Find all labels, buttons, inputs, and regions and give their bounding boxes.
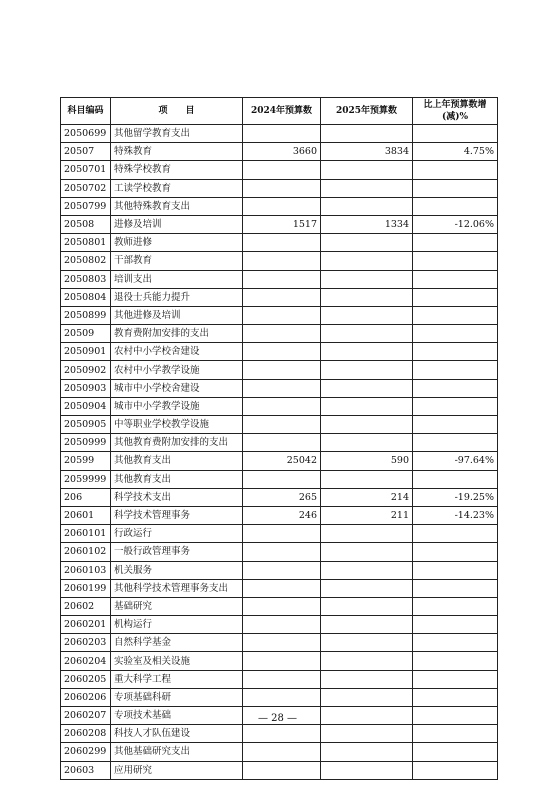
code-cell: 2060201 (61, 616, 111, 634)
change-percent-cell (413, 234, 498, 252)
code-cell: 2060206 (61, 688, 111, 706)
budget-2024-cell (243, 125, 321, 143)
item-name-cell: 自然科学基金 (111, 634, 243, 652)
budget-2025-cell (321, 234, 413, 252)
code-cell: 2059999 (61, 470, 111, 488)
code-cell: 20602 (61, 597, 111, 615)
table-row (61, 179, 498, 197)
budget-2025-cell (321, 761, 413, 779)
budget-2025-cell (321, 743, 413, 761)
item-name-cell: 其他基础研究支出 (111, 743, 243, 761)
item-name-cell: 其他留学教育支出 (111, 125, 243, 143)
header-2024-budget: 2024年预算数 (243, 98, 321, 125)
budget-2025-cell (321, 652, 413, 670)
code-cell: 2060102 (61, 543, 111, 561)
budget-2025-cell (321, 634, 413, 652)
code-cell: 2050904 (61, 397, 111, 415)
item-name-cell: 一般行政管理事务 (111, 543, 243, 561)
change-percent-cell (413, 579, 498, 597)
header-item: 项 目 (111, 98, 243, 125)
item-name-cell: 农村中小学教学设施 (111, 361, 243, 379)
item-name-cell: 专项技术基础 (111, 707, 243, 725)
budget-2025-cell (321, 561, 413, 579)
budget-2025-cell (321, 325, 413, 343)
table-row (61, 343, 498, 361)
item-name-cell: 教师进修 (111, 234, 243, 252)
item-name-cell: 科学技术管理事务 (111, 506, 243, 524)
budget-2024-cell (243, 325, 321, 343)
page-number: — 28 — (257, 713, 298, 724)
item-name-cell: 培训支出 (111, 270, 243, 288)
change-percent-cell: -19.25% (413, 488, 498, 506)
code-cell: 2050905 (61, 416, 111, 434)
item-name-cell: 工读学校教育 (111, 179, 243, 197)
budget-2024-cell (243, 379, 321, 397)
item-name-cell: 城市中小学校舍建设 (111, 379, 243, 397)
table-row (61, 434, 498, 452)
change-percent-cell (413, 525, 498, 543)
table-row (61, 288, 498, 306)
code-cell: 2050699 (61, 125, 111, 143)
change-percent-cell (413, 379, 498, 397)
change-percent-cell (413, 761, 498, 779)
change-percent-cell (413, 652, 498, 670)
item-name-cell: 应用研究 (111, 761, 243, 779)
change-percent-cell (413, 252, 498, 270)
change-percent-cell (413, 634, 498, 652)
code-cell: 2050701 (61, 161, 111, 179)
header-change-percent: 比上年预算数增(减)% (413, 98, 498, 125)
budget-2025-cell (321, 288, 413, 306)
budget-2024-cell (243, 597, 321, 615)
code-cell: 2060101 (61, 525, 111, 543)
change-percent-cell: -97.64% (413, 452, 498, 470)
table-row (61, 361, 498, 379)
budget-2024-cell (243, 306, 321, 324)
change-percent-cell (413, 306, 498, 324)
item-name-cell: 中等职业学校教学设施 (111, 416, 243, 434)
item-name-cell: 机构运行 (111, 616, 243, 634)
budget-2025-cell (321, 688, 413, 706)
item-name-cell: 退役士兵能力提升 (111, 288, 243, 306)
code-cell: 2060199 (61, 579, 111, 597)
table-header (61, 98, 498, 125)
budget-2025-cell (321, 579, 413, 597)
table-row (61, 725, 498, 743)
change-percent-cell (413, 161, 498, 179)
budget-2025-cell (321, 597, 413, 615)
table-row (61, 252, 498, 270)
budget-2024-cell (243, 179, 321, 197)
table-row (61, 652, 498, 670)
budget-2025-cell: 3834 (321, 143, 413, 161)
change-percent-cell (413, 416, 498, 434)
item-name-cell: 机关服务 (111, 561, 243, 579)
budget-2024-cell (243, 525, 321, 543)
table-row (61, 397, 498, 415)
change-percent-cell (413, 434, 498, 452)
table-row (61, 561, 498, 579)
budget-2024-cell (243, 616, 321, 634)
budget-2025-cell (321, 252, 413, 270)
budget-2025-cell (321, 161, 413, 179)
budget-2024-cell (243, 688, 321, 706)
budget-2025-cell (321, 343, 413, 361)
budget-2024-cell (243, 416, 321, 434)
change-percent-cell (413, 743, 498, 761)
table-body (61, 125, 498, 780)
budget-2024-cell (243, 543, 321, 561)
budget-2025-cell: 214 (321, 488, 413, 506)
budget-2025-cell (321, 125, 413, 143)
table-row (61, 761, 498, 779)
change-percent-cell (413, 179, 498, 197)
item-name-cell: 进修及培训 (111, 215, 243, 233)
code-cell: 2050804 (61, 288, 111, 306)
budget-2024-cell (243, 761, 321, 779)
change-percent-cell: -12.06% (413, 215, 498, 233)
code-cell: 2050803 (61, 270, 111, 288)
code-cell: 2060207 (61, 707, 111, 725)
change-percent-cell (413, 397, 498, 415)
budget-2025-cell (321, 525, 413, 543)
budget-2024-cell (243, 197, 321, 215)
header-code: 科目编码 (61, 98, 111, 125)
table-row (61, 143, 498, 161)
budget-2024-cell: 3660 (243, 143, 321, 161)
budget-2025-cell (321, 670, 413, 688)
table-row (61, 452, 498, 470)
header-2025-budget: 2025年预算数 (321, 98, 413, 125)
table-row (61, 743, 498, 761)
change-percent-cell (413, 361, 498, 379)
budget-2024-cell (243, 743, 321, 761)
change-percent-cell (413, 616, 498, 634)
code-cell: 2060203 (61, 634, 111, 652)
change-percent-cell: 4.75% (413, 143, 498, 161)
code-cell: 20603 (61, 761, 111, 779)
item-name-cell: 特殊教育 (111, 143, 243, 161)
budget-2024-cell (243, 579, 321, 597)
code-cell: 2050903 (61, 379, 111, 397)
item-name-cell: 教育费附加安排的支出 (111, 325, 243, 343)
table-row (61, 270, 498, 288)
budget-2025-cell (321, 379, 413, 397)
change-percent-cell (413, 470, 498, 488)
code-cell: 2050902 (61, 361, 111, 379)
table-row (61, 634, 498, 652)
table-row (61, 197, 498, 215)
table-row (61, 379, 498, 397)
budget-2024-cell (243, 270, 321, 288)
header-row (61, 98, 498, 125)
budget-2024-cell: 265 (243, 488, 321, 506)
change-percent-cell (413, 288, 498, 306)
code-cell: 20508 (61, 215, 111, 233)
change-percent-cell (413, 543, 498, 561)
change-percent-cell (413, 670, 498, 688)
table-row (61, 506, 498, 524)
code-cell: 20599 (61, 452, 111, 470)
change-percent-cell: -14.23% (413, 506, 498, 524)
budget-2024-cell: 25042 (243, 452, 321, 470)
budget-2024-cell (243, 252, 321, 270)
change-percent-cell (413, 725, 498, 743)
budget-2025-cell: 211 (321, 506, 413, 524)
code-cell: 2060299 (61, 743, 111, 761)
budget-2025-cell (321, 197, 413, 215)
table-row (61, 488, 498, 506)
table-row (61, 597, 498, 615)
change-percent-cell (413, 197, 498, 215)
budget-2025-cell (321, 543, 413, 561)
code-cell: 2050899 (61, 306, 111, 324)
table-row (61, 125, 498, 143)
item-name-cell: 重大科学工程 (111, 670, 243, 688)
item-name-cell: 行政运行 (111, 525, 243, 543)
code-cell: 2060103 (61, 561, 111, 579)
budget-2024-cell (243, 161, 321, 179)
table-row (61, 688, 498, 706)
budget-2025-cell (321, 470, 413, 488)
code-cell: 2050799 (61, 197, 111, 215)
table-row (61, 234, 498, 252)
item-name-cell: 专项基础科研 (111, 688, 243, 706)
change-percent-cell (413, 325, 498, 343)
table-row (61, 306, 498, 324)
item-name-cell: 其他教育支出 (111, 470, 243, 488)
code-cell: 2050702 (61, 179, 111, 197)
table-row (61, 616, 498, 634)
table-row (61, 416, 498, 434)
budget-2025-cell: 1334 (321, 215, 413, 233)
code-cell: 2050901 (61, 343, 111, 361)
budget-2024-cell (243, 561, 321, 579)
budget-2024-cell (243, 343, 321, 361)
code-cell: 2060204 (61, 652, 111, 670)
item-name-cell: 干部教育 (111, 252, 243, 270)
budget-table (60, 97, 498, 780)
table-row (61, 215, 498, 233)
item-name-cell: 农村中小学校舍建设 (111, 343, 243, 361)
item-name-cell: 其他进修及培训 (111, 306, 243, 324)
item-name-cell: 城市中小学教学设施 (111, 397, 243, 415)
code-cell: 2060208 (61, 725, 111, 743)
change-percent-cell (413, 597, 498, 615)
code-cell: 20507 (61, 143, 111, 161)
code-cell: 206 (61, 488, 111, 506)
code-cell: 20601 (61, 506, 111, 524)
item-name-cell: 其他教育支出 (111, 452, 243, 470)
table-row (61, 161, 498, 179)
item-name-cell: 基础研究 (111, 597, 243, 615)
code-cell: 2050999 (61, 434, 111, 452)
code-cell: 2050802 (61, 252, 111, 270)
budget-2025-cell (321, 361, 413, 379)
code-cell: 2060205 (61, 670, 111, 688)
budget-2024-cell (243, 634, 321, 652)
code-cell: 20509 (61, 325, 111, 343)
budget-2024-cell (243, 652, 321, 670)
budget-2025-cell (321, 306, 413, 324)
budget-2024-cell (243, 361, 321, 379)
budget-2024-cell (243, 234, 321, 252)
budget-2025-cell (321, 179, 413, 197)
budget-2024-cell (243, 288, 321, 306)
budget-2025-cell (321, 397, 413, 415)
budget-2024-cell: 1517 (243, 215, 321, 233)
budget-2024-cell (243, 397, 321, 415)
budget-2025-cell (321, 725, 413, 743)
table-row (61, 470, 498, 488)
item-name-cell: 实验室及相关设施 (111, 652, 243, 670)
change-percent-cell (413, 688, 498, 706)
change-percent-cell (413, 343, 498, 361)
item-name-cell: 特殊学校教育 (111, 161, 243, 179)
table-row (61, 579, 498, 597)
code-cell: 2050801 (61, 234, 111, 252)
item-name-cell: 其他科学技术管理事务支出 (111, 579, 243, 597)
budget-2025-cell (321, 434, 413, 452)
budget-2024-cell (243, 725, 321, 743)
budget-2025-cell (321, 616, 413, 634)
item-name-cell: 科技人才队伍建设 (111, 725, 243, 743)
item-name-cell: 其他特殊教育支出 (111, 197, 243, 215)
budget-2024-cell (243, 670, 321, 688)
item-name-cell: 科学技术支出 (111, 488, 243, 506)
change-percent-cell (413, 561, 498, 579)
table-row (61, 670, 498, 688)
budget-2025-cell (321, 270, 413, 288)
change-percent-cell (413, 270, 498, 288)
item-name-cell: 其他教育费附加安排的支出 (111, 434, 243, 452)
budget-2024-cell (243, 470, 321, 488)
table-row (61, 543, 498, 561)
budget-2024-cell (243, 434, 321, 452)
budget-2025-cell (321, 416, 413, 434)
table-row (61, 325, 498, 343)
change-percent-cell (413, 125, 498, 143)
budget-2024-cell: 246 (243, 506, 321, 524)
budget-2025-cell: 590 (321, 452, 413, 470)
table-row (61, 525, 498, 543)
